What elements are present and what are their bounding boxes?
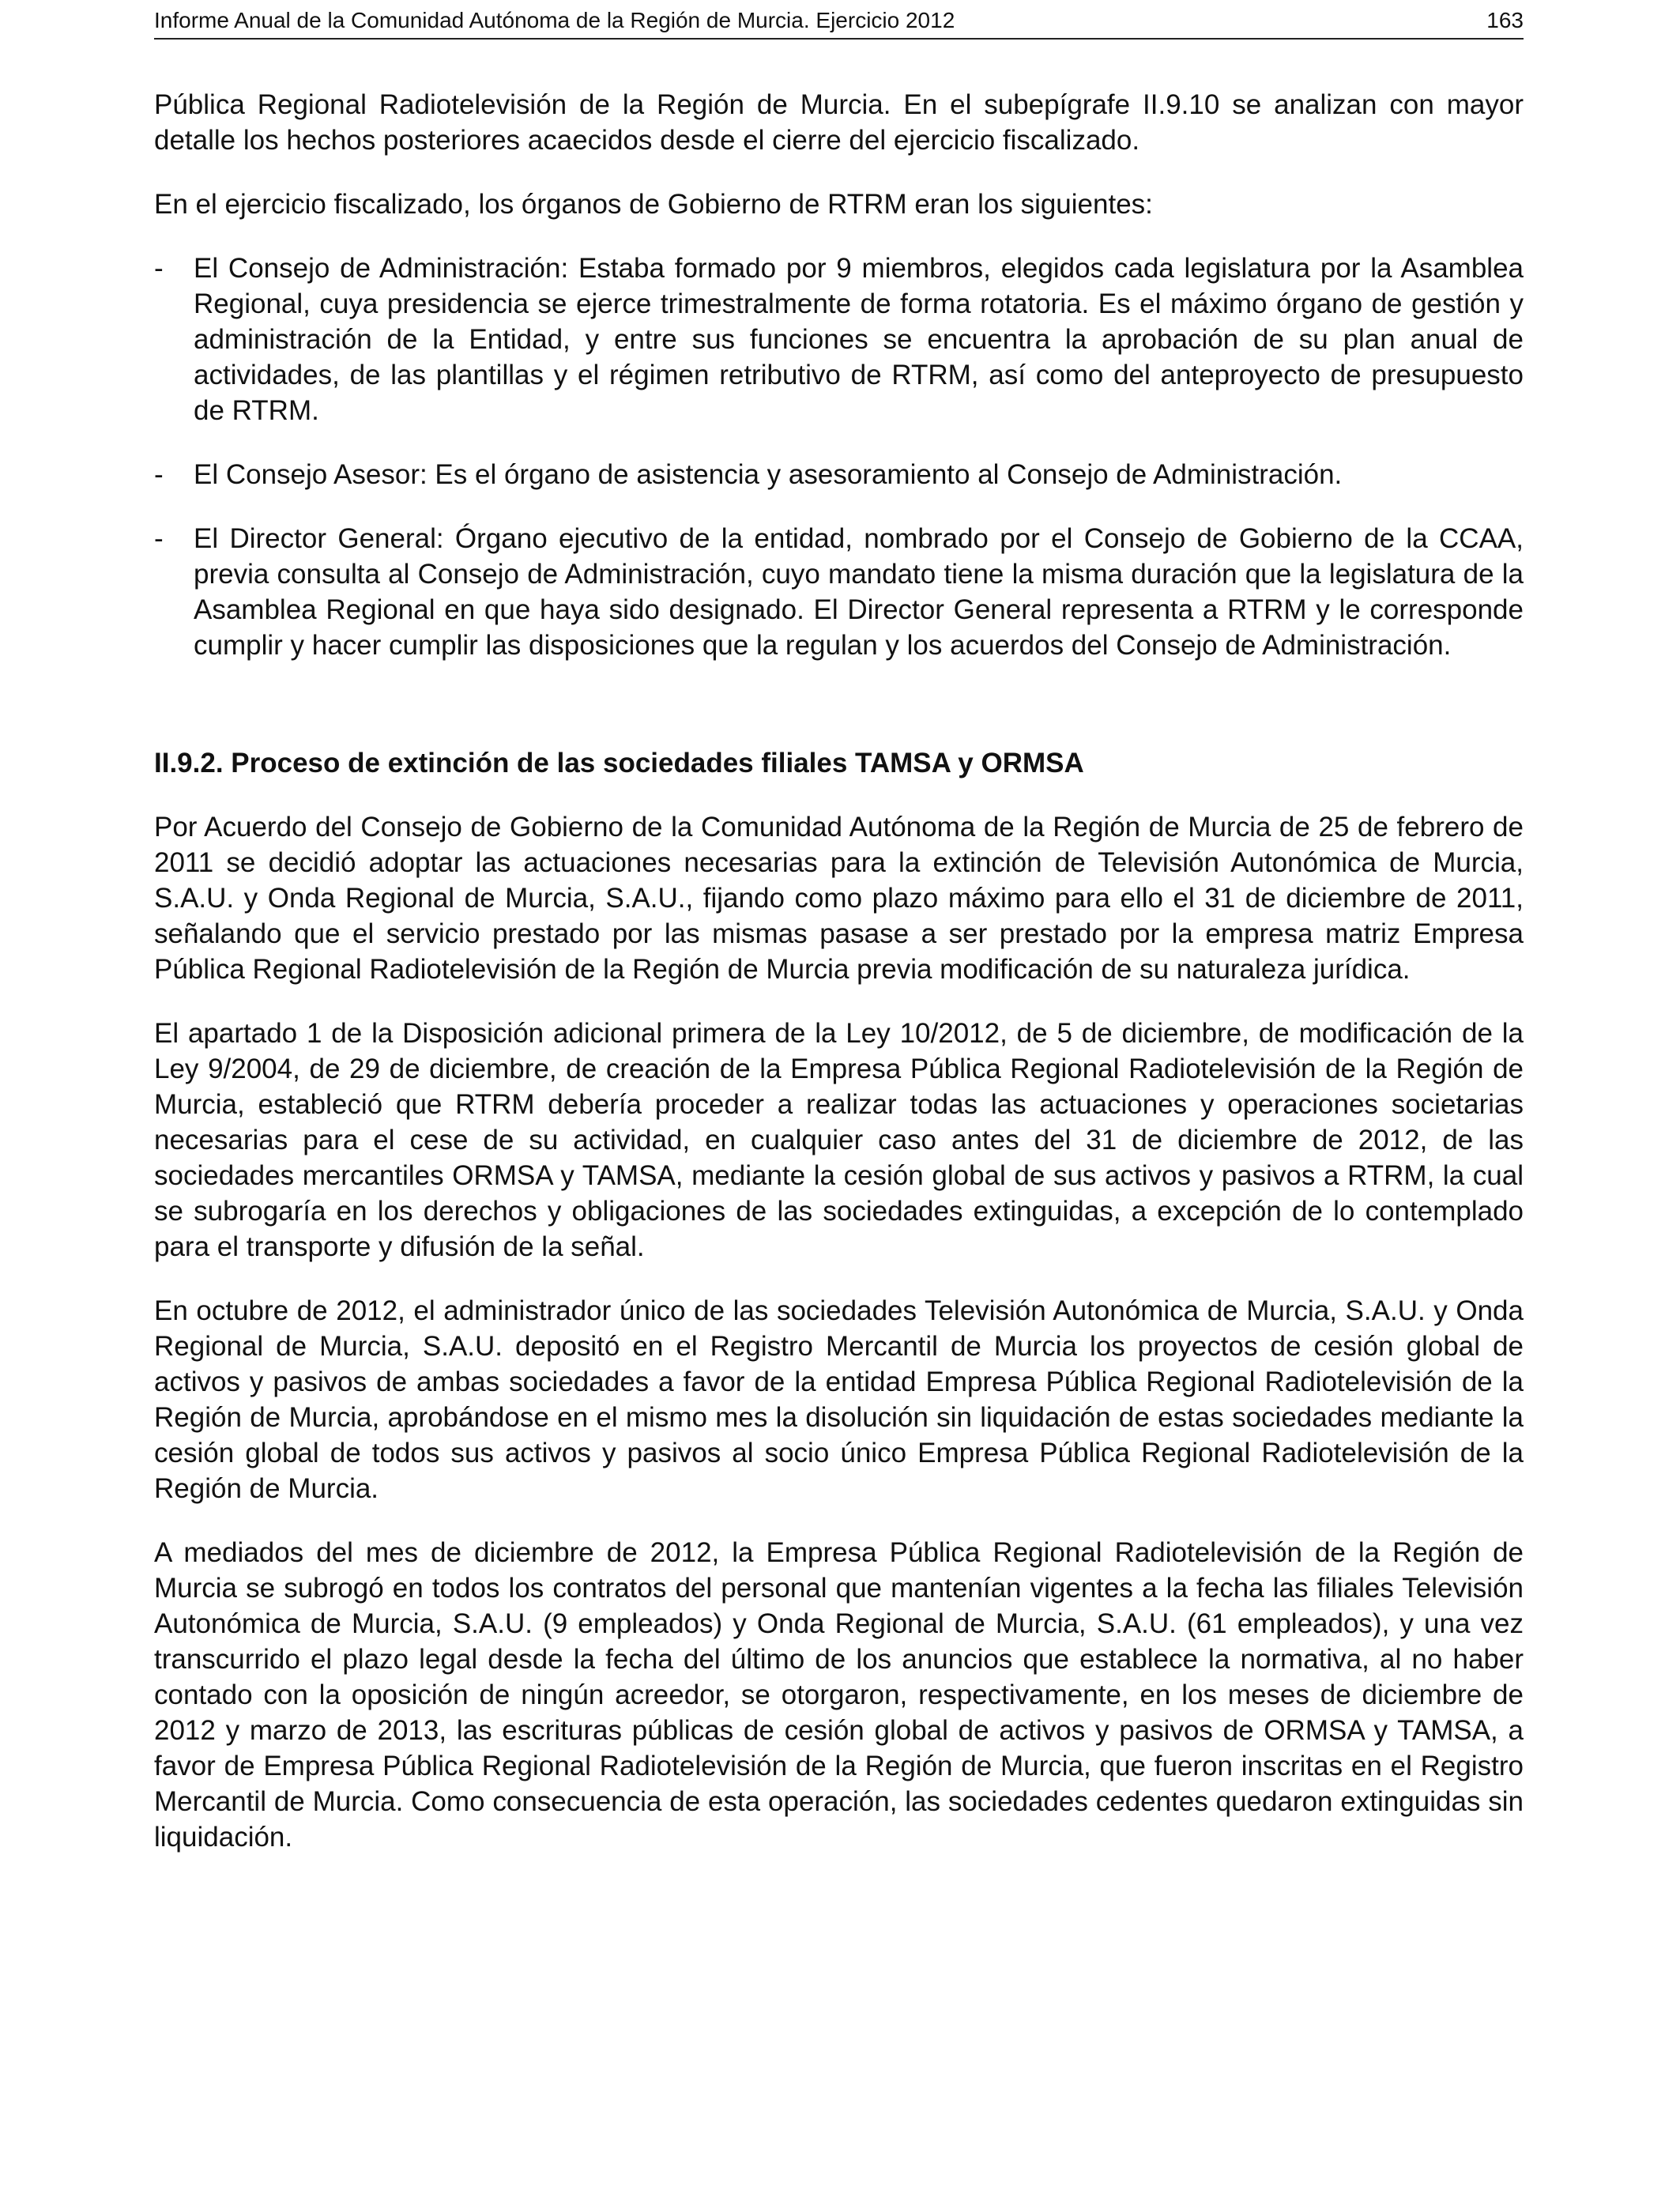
- bullet-dash: -: [154, 253, 164, 284]
- page-number: 163: [1486, 8, 1524, 32]
- page-header: [154, 6, 1524, 40]
- bullet-text: El Consejo Asesor: Es el órgano de asistencia y asesoramiento al Consejo de Administración.: [194, 459, 1343, 490]
- section-heading: II.9.2. Proceso de extinción de las sociedades filiales TAMSA y ORMSA: [154, 748, 1084, 778]
- bullet-dash: -: [154, 459, 164, 490]
- bullet-item: [154, 521, 1524, 663]
- bullet-item: [154, 457, 1524, 492]
- body-paragraph: Por Acuerdo del Consejo de Gobierno de la Comunidad Autónoma de la Región de Murcia de 25 de febrero de 2011 se decidió adoptar las actuaciones necesarias para la extinción de Televisión Autonómica de Murcia, S.A.U. y Onda Regional de Murcia, S.A.U., fijando como plazo máximo para ello el 31 de diciembre de 2011, señalando que el servicio prestado por las mismas pasase a ser prestado por la empresa matriz Empresa Pública Regional Radiotelevisión de la Región de Murcia previa modificación de su naturaleza jurídica.: [154, 812, 1524, 985]
- intro-paragraph: En el ejercicio fiscalizado, los órganos de Gobierno de RTRM eran los siguientes:: [154, 189, 1153, 220]
- bullet-dash: -: [154, 523, 164, 554]
- bullet-text: El Director General: Órgano ejecutivo de la entidad, nombrado por el Consejo de Gobierno de la CCAA, previa consulta al Consejo de Administración, cuyo mandato tiene la misma duración que la legislatura de la Asamblea Regional en que haya sido designado. El Director General representa a RTRM y le corresponde cumplir y hacer cumplir las disposiciones que la regulan y los acuerdos del Consejo de Administración.: [194, 523, 1524, 661]
- body-paragraph: El apartado 1 de la Disposición adicional primera de la Ley 10/2012, de 5 de diciembre, de modificación de la Ley 9/2004, de 29 de diciembre, de creación de la Empresa Pública Regional Radiotelevisión de la Región de Murcia, estableció que RTRM debería proceder a realizar todas las actuaciones y operaciones societarias necesarias para el cese de su actividad, en cualquier caso antes del 31 de diciembre de 2012, de las sociedades mercantiles ORMSA y TAMSA, mediante la cesión global de sus activos y pasivos a RTRM, la cual se subrogaría en los derechos y obligaciones de las sociedades extinguidas, a excepción de lo contemplado para el transporte y difusión de la señal.: [154, 1018, 1524, 1262]
- body-paragraph: A mediados del mes de diciembre de 2012, la Empresa Pública Regional Radiotelevisión de la Región de Murcia se subrogó en todos los contratos del personal que mantenían vigentes a la fecha las filiales Televisión Autonómica de Murcia, S.A.U. (9 empleados) y Onda Regional de Murcia, S.A.U. (61 empleados), y una vez transcurrido el plazo legal desde la fecha del último de los anuncios que establece la normativa, al no haber contado con la oposición de ningún acreedor, se otorgaron, respectivamente, en los meses de diciembre de 2012 y marzo de 2013, las escrituras públicas de cesión global de activos y pasivos de ORMSA y TAMSA, a favor de Empresa Pública Regional Radiotelevisión de la Región de Murcia, que fueron inscritas en el Registro Mercantil de Murcia. Como consecuencia de esta operación, las sociedades cedentes quedaron extinguidas sin liquidación.: [154, 1537, 1524, 1853]
- header-title: Informe Anual de la Comunidad Autónoma de la Región de Murcia. Ejercicio 2012: [154, 8, 955, 32]
- bullet-item: [154, 251, 1524, 428]
- continuation-paragraph: Pública Regional Radiotelevisión de la Región de Murcia. En el subepígrafe II.9.10 se analizan con mayor detalle los hechos posteriores acaecidos desde el cierre del ejercicio fiscalizado.: [154, 89, 1524, 156]
- body-paragraph: En octubre de 2012, el administrador único de las sociedades Televisión Autonómica de Murcia, S.A.U. y Onda Regional de Murcia, S.A.U. depositó en el Registro Mercantil de Murcia los proyectos de cesión global de activos y pasivos de ambas sociedades a favor de la entidad Empresa Pública Regional Radiotelevisión de la Región de Murcia, aprobándose en el mismo mes la disolución sin liquidación de estas sociedades mediante la cesión global de todos sus activos y pasivos al socio único Empresa Pública Regional Radiotelevisión de la Región de Murcia.: [154, 1295, 1524, 1504]
- bullet-text: El Consejo de Administración: Estaba formado por 9 miembros, elegidos cada legislatura por la Asamblea Regional, cuya presidencia se ejerce trimestralmente de forma rotatoria. Es el máximo órgano de gestión y administración de la Entidad, y entre sus funciones se encuentra la aprobación de su plan anual de actividades, de las plantillas y el régimen retributivo de RTRM, así como del anteproyecto de presupuesto de RTRM.: [194, 253, 1524, 426]
- document-body: [154, 87, 1524, 1883]
